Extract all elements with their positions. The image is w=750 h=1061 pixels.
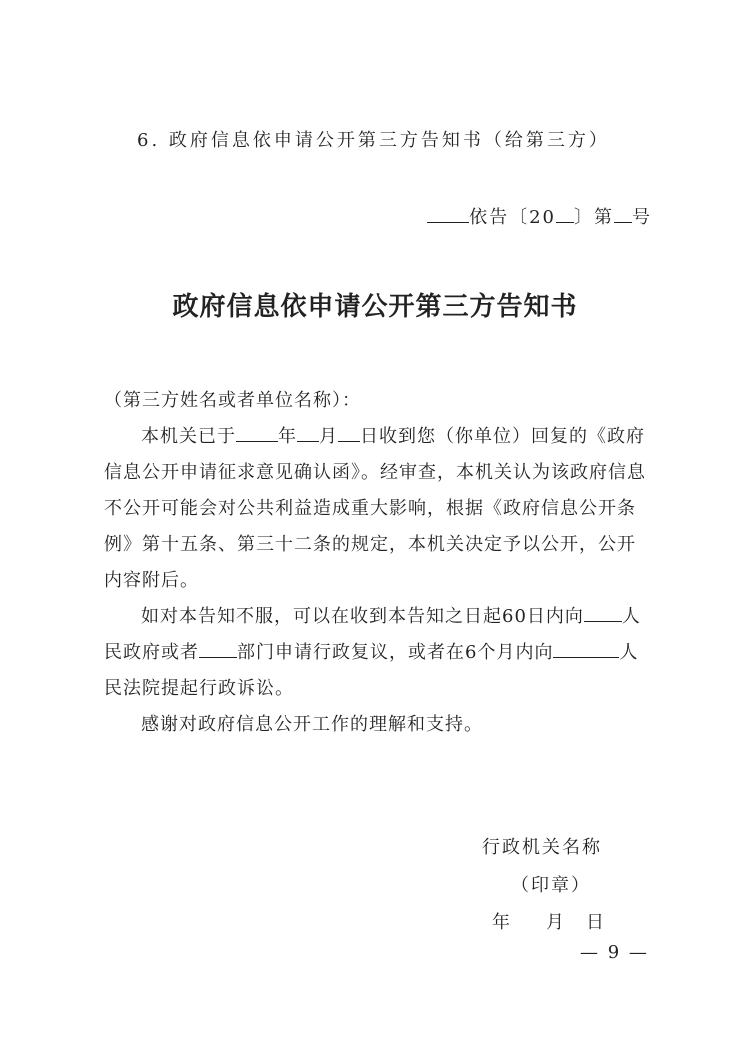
- section-heading: 6. 政府信息依申请公开第三方告知书（给第三方）: [137, 130, 610, 151]
- blank-court: [553, 635, 619, 658]
- reference-blank-year: [556, 200, 574, 223]
- paragraph2-part3: 部门申请行政复议，或者在6个月内向: [237, 642, 554, 663]
- addressee-line: （第三方姓名或者单位名称）：: [104, 390, 361, 411]
- blank-year: [236, 419, 278, 442]
- paragraph1-month: 月: [319, 426, 338, 447]
- reference-blank-agency: [427, 200, 469, 223]
- date-day: 日: [586, 912, 606, 933]
- paragraph-thanks: 感谢对政府信息公开工作的理解和支持。: [141, 714, 483, 735]
- document-title: 政府信息依申请公开第三方告知书: [172, 292, 578, 322]
- paragraph1-year: 年: [278, 426, 297, 447]
- paragraph2-part1: 如对本告知不服，可以在收到本告知之日起60日内向: [141, 606, 584, 627]
- blank-month: [297, 419, 319, 442]
- blank-government: [584, 599, 622, 622]
- paragraph2-part4: 人民法院提起行政诉讼。: [104, 642, 639, 699]
- reference-middle: 〕第: [574, 207, 614, 228]
- signature-seal: （印章）: [511, 875, 591, 896]
- page-number: — 9 —: [580, 942, 649, 963]
- paragraph2-part2: 人民政府或者: [104, 606, 641, 663]
- reference-suffix: 号: [632, 207, 652, 228]
- date-month: 月: [546, 912, 566, 933]
- date-year: 年: [492, 912, 512, 933]
- paragraph-notification: [104, 419, 652, 599]
- reference-prefix: 依告〔20: [469, 207, 556, 228]
- signature-date: [492, 908, 606, 934]
- paragraph-appeal: [104, 599, 652, 707]
- signature-agency-name: 行政机关名称: [482, 837, 602, 858]
- document-body: [104, 383, 652, 743]
- paragraph1-content: 日收到您（你单位）回复的《政府信息公开申请征求意见确认函》。经审查，本机关认为该政府信息不公开可能会对公共利益造成重大影响，根据《政府信息公开条例》第十五条、第三十二条的规定，本机关决定予以公开，公开内容附后。: [104, 426, 646, 591]
- reference-blank-number: [614, 200, 632, 223]
- document-reference-number: [427, 200, 652, 229]
- blank-day: [338, 419, 360, 442]
- blank-department: [199, 635, 237, 658]
- paragraph1-intro: 本机关已于: [141, 426, 236, 447]
